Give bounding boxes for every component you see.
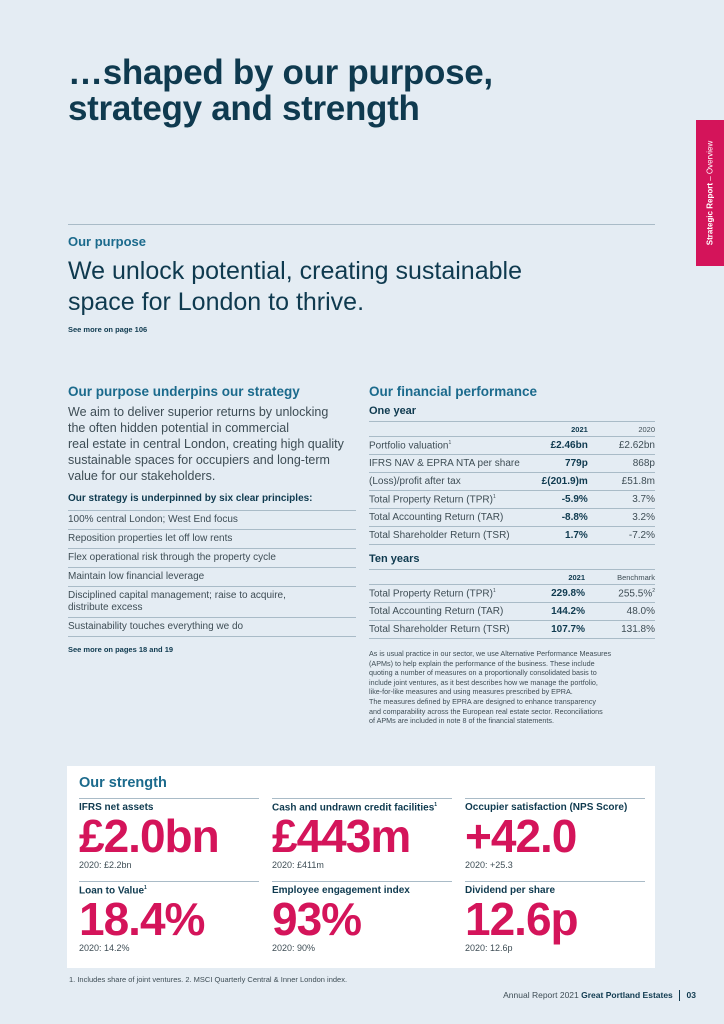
metric-label: Cash and undrawn credit facilities$^1$ — [272, 802, 438, 814]
table-row — [369, 585, 655, 603]
ten-years-table — [369, 569, 655, 639]
purpose-line: space for London to thrive. — [68, 288, 365, 316]
note-line: like-for-like measures and using measures prescribed by EPRA. — [369, 687, 573, 697]
strength-title: Our strength — [79, 775, 167, 791]
value-comparison: -7.2% — [588, 527, 655, 545]
page-footer — [503, 990, 696, 1001]
metric-prior-year: 2020: £411m — [272, 860, 324, 871]
row-label: (Loss)/profit after tax — [369, 473, 520, 491]
financial-title: Our financial performance — [369, 384, 538, 399]
principle-line: 100% central London; West End focus — [68, 514, 238, 525]
page-number: 03 — [686, 990, 696, 1000]
purpose-line: We unlock potential, creating sustainable — [68, 257, 522, 285]
footnote-marker: 1 — [492, 493, 496, 500]
body-line: sustainable spaces for occupiers and long-term — [68, 453, 330, 467]
metric-label: Dividend per share — [465, 885, 556, 896]
purpose-statement — [68, 256, 522, 318]
column-header — [369, 422, 520, 437]
value-current: £2.46bn — [520, 437, 588, 455]
section-side-tab[interactable] — [696, 120, 724, 266]
strength-metric — [79, 798, 259, 870]
footnote-marker: 1 — [448, 439, 452, 446]
metric-value: 18.4% — [79, 893, 205, 946]
principle-item — [68, 530, 356, 549]
one-year-label: One year — [369, 405, 417, 417]
metric-label: Occupier satisfaction (NPS Score) — [465, 802, 628, 813]
one-year-table — [369, 421, 655, 545]
note-line: (APMs) to help explain the performance of the business. These include — [369, 658, 595, 668]
ten-years-label: Ten years — [369, 553, 420, 565]
note-line: include joint ventures, as it best describes how we manage the portfolio, — [369, 677, 598, 687]
strength-panel — [67, 766, 655, 968]
row-label: Total Property Return (TPR)$^1$ — [369, 491, 520, 509]
column-header: 2020 — [588, 422, 655, 437]
column-header: 2021 — [520, 422, 588, 437]
strength-metric — [465, 881, 645, 953]
value-comparison: 255.5%$^2$ — [585, 585, 655, 603]
note-line: The measures defined by EPRA are designed to enhance transparency — [369, 696, 596, 706]
principle-line: Sustainability touches everything we do — [68, 621, 244, 632]
value-current: 107.7% — [515, 621, 585, 639]
row-label: Total Accounting Return (TAR) — [369, 509, 520, 527]
metric-divider — [79, 798, 259, 799]
value-comparison: 48.0% — [585, 603, 655, 621]
metric-label: Loan to Value$^1$ — [79, 885, 147, 897]
principle-line: distribute excess — [68, 602, 143, 613]
metric-divider — [465, 798, 645, 799]
footer-divider — [679, 990, 680, 1001]
principles-title: Our strategy is underpinned by six clear principles: — [68, 493, 356, 511]
metric-prior-year: 2020: 90% — [272, 943, 316, 953]
body-line: value for our stakeholders. — [68, 469, 216, 483]
side-tab-label: Strategic Report – Overview — [705, 140, 715, 246]
metric-value: £443m — [272, 810, 411, 863]
principle-item — [68, 568, 356, 587]
footnote-marker: 1 — [492, 587, 496, 594]
principle-line: Maintain low financial leverage — [68, 571, 205, 582]
row-label: Total Accounting Return (TAR) — [369, 603, 515, 621]
value-current: 144.2% — [515, 603, 585, 621]
apm-note — [369, 649, 655, 726]
footnote-marker: 2 — [652, 587, 655, 594]
table-row — [369, 455, 655, 473]
body-line: We aim to deliver superior returns by unlocking — [68, 405, 329, 419]
metric-prior-year: 2020: 14.2% — [79, 943, 130, 954]
strength-metric — [272, 798, 452, 870]
footnote-marker: 1 — [144, 885, 147, 891]
metric-divider — [79, 881, 259, 882]
value-comparison: 868p — [588, 455, 655, 473]
note-line: As is usual practice in our sector, we use Alternative Performance Measures — [369, 649, 612, 658]
principle-item — [68, 511, 356, 530]
principle-item — [68, 618, 356, 637]
metric-prior-year: 2020: £2.2bn — [79, 860, 132, 870]
table-row — [369, 491, 655, 509]
financial-performance-column — [369, 384, 655, 726]
report-name: Annual Report 2021 — [503, 990, 579, 1000]
principle-line: Flex operational risk through the property cycle — [68, 552, 276, 563]
footnotes: 1. Includes share of joint ventures. 2. MSCI Quarterly Central & Inner London index. — [69, 975, 348, 984]
metric-prior-year: 2020: 12.6p — [465, 943, 513, 953]
table-row — [369, 473, 655, 491]
value-comparison: 3.7% — [588, 491, 655, 509]
row-label: Total Property Return (TPR)$^1$ — [369, 585, 515, 603]
note-line: of APMs are included in note 8 of the financial statements. — [369, 716, 554, 726]
row-label: Portfolio valuation$^1$ — [369, 437, 520, 455]
value-comparison: 3.2% — [588, 509, 655, 527]
value-comparison: £51.8m — [588, 473, 655, 491]
metric-divider — [272, 798, 452, 799]
page-headline — [68, 55, 493, 127]
see-more-pages-link[interactable]: See more on pages 18 and 19 — [68, 645, 174, 654]
strength-metric — [272, 881, 452, 953]
note-line: and comparability across the European real estate sector. Reconciliations — [369, 706, 603, 716]
strength-metric — [465, 798, 645, 870]
headline-line: strategy and strength — [68, 89, 420, 128]
metric-prior-year: 2020: +25.3 — [465, 860, 513, 870]
column-header: 2021 — [515, 570, 585, 585]
footnote-marker: 1 — [434, 802, 438, 808]
strategy-column — [68, 384, 356, 654]
table-row — [369, 527, 655, 545]
metric-label: IFRS net assets — [79, 802, 154, 813]
column-header — [369, 570, 515, 585]
value-comparison: £2.62bn — [588, 437, 655, 455]
metric-divider — [465, 881, 645, 882]
principle-line: Reposition properties let off low rents — [68, 533, 233, 544]
metric-label: Employee engagement index — [272, 885, 410, 896]
table-row — [369, 603, 655, 621]
column-header: Benchmark — [585, 570, 655, 585]
row-label: Total Shareholder Return (TSR) — [369, 621, 515, 639]
row-label: IFRS NAV & EPRA NTA per share — [369, 455, 520, 473]
value-current: 229.8% — [515, 585, 585, 603]
divider — [68, 224, 655, 225]
table-row — [369, 437, 655, 455]
metric-value: 12.6p — [465, 893, 578, 945]
body-line: real estate in central London, creating high quality — [68, 437, 344, 451]
strategy-title: Our purpose underpins our strategy — [68, 384, 300, 399]
company-name: Great Portland Estates — [581, 990, 673, 1000]
value-current: 779p — [520, 455, 588, 473]
metric-divider — [272, 881, 452, 882]
principle-line: Disciplined capital management; raise to acquire, — [68, 590, 286, 601]
purpose-label: Our purpose — [68, 234, 147, 249]
metric-value: 93% — [272, 893, 362, 945]
note-line: quoting a number of measures on a proportionally consolidated basis to — [369, 668, 597, 678]
headline-line: …shaped by our purpose, — [68, 53, 493, 92]
value-current: £(201.9)m — [520, 473, 588, 491]
body-line: the often hidden potential in commercial — [68, 421, 289, 435]
see-more-page-link[interactable]: See more on page 106 — [68, 325, 148, 334]
principle-item — [68, 549, 356, 568]
principle-item — [68, 587, 356, 618]
value-current: 1.7% — [520, 527, 588, 545]
row-label: Total Shareholder Return (TSR) — [369, 527, 520, 545]
value-current: -8.8% — [520, 509, 588, 527]
table-row — [369, 509, 655, 527]
table-row — [369, 621, 655, 639]
strength-metric — [79, 881, 259, 953]
value-current: -5.9% — [520, 491, 588, 509]
metric-value: £2.0bn — [79, 810, 219, 862]
metric-value: +42.0 — [465, 810, 577, 862]
strategy-body — [68, 404, 356, 484]
value-comparison: 131.8% — [585, 621, 655, 639]
